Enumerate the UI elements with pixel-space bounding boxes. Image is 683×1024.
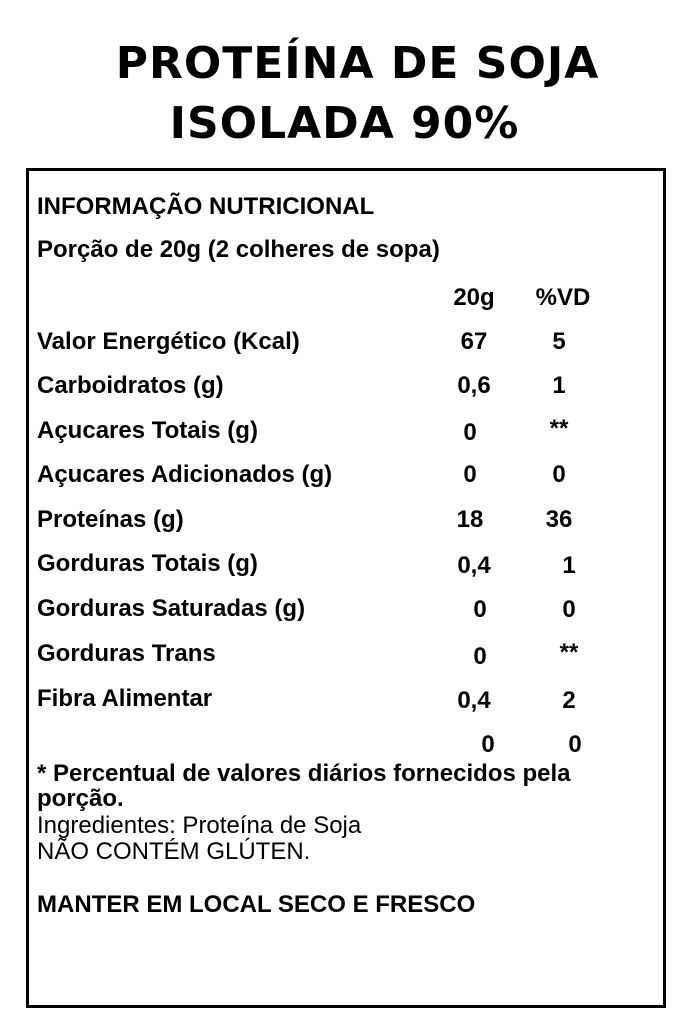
nutrient-name: Açucares Totais (g) (37, 417, 258, 444)
nutrient-dv: 2 (562, 687, 576, 714)
nutrient-name: Açucares Adicionados (g) (37, 461, 333, 488)
nutrient-name: Gorduras Trans (37, 640, 216, 667)
nutrient-name: Proteínas (g) (37, 506, 184, 533)
column-header-dv: %VD (535, 284, 591, 311)
nutrient-amount: 0 (473, 596, 487, 623)
nutrient-dv: 36 (545, 506, 573, 533)
nutrient-dv: 5 (552, 328, 566, 355)
storage-instructions: MANTER EM LOCAL SECO E FRESCO (37, 891, 476, 918)
nutrient-dv: ** (549, 415, 569, 442)
nutrient-name: Fibra Alimentar (37, 685, 213, 712)
nutrient-amount: 67 (460, 328, 488, 355)
ingredients: Ingredientes: Proteína de Soja (37, 812, 362, 839)
nutrient-amount: 0 (481, 731, 495, 758)
daily-value-footnote: * Percentual de valores diários fornecidos pela porção. (37, 760, 571, 812)
nutrient-amount: 0,4 (457, 552, 491, 579)
nutrient-amount: 18 (456, 506, 484, 533)
nutrient-amount: 0 (463, 419, 477, 446)
column-header-amount: 20g (453, 284, 495, 311)
nutrient-name: Valor Energético (Kcal) (37, 328, 300, 355)
nutrient-name: Gorduras Saturadas (g) (37, 595, 306, 622)
nutrient-name: Carboidratos (g) (37, 372, 224, 399)
nutrient-dv: 0 (552, 461, 566, 488)
nutrient-dv: 0 (562, 596, 576, 623)
nutrient-dv: ** (559, 639, 579, 666)
product-title-line-2: ISOLADA 90% (169, 98, 520, 149)
nutrition-heading: INFORMAÇÃO NUTRICIONAL (37, 193, 375, 220)
nutrient-name: Gorduras Totais (g) (37, 550, 258, 577)
nutrient-amount: 0 (463, 461, 477, 488)
nutrient-dv: 0 (568, 731, 582, 758)
nutrition-facts-panel (26, 168, 666, 1008)
nutrient-amount: 0,6 (457, 372, 491, 399)
product-title-line-1: PROTEÍNA DE SOJA (115, 38, 600, 89)
nutrient-dv: 1 (562, 552, 576, 579)
serving-size: Porção de 20g (2 colheres de sopa) (37, 236, 440, 263)
nutrient-dv: 1 (552, 372, 566, 399)
nutrient-amount: 0 (473, 643, 487, 670)
gluten-notice: NÃO CONTÉM GLÚTEN. (37, 838, 311, 865)
nutrient-amount: 0,4 (457, 687, 491, 714)
